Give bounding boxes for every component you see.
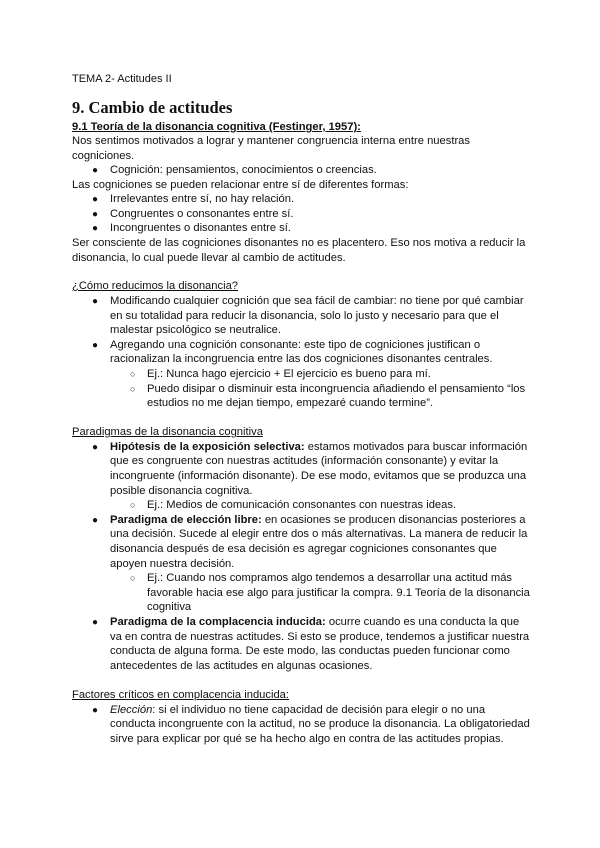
term-eleccion-libre: Paradigma de elección libre: [110, 514, 262, 526]
list-item: Irrelevantes entre sí, no hay relación. [110, 193, 295, 205]
list-item-line: conducta de alguna forma. De este modo, las conductas pueden funcionar como [110, 645, 510, 657]
list-item-line: disonancia después de esa decisión es agregar cogniciones consonantes que [110, 543, 497, 555]
section-heading-reducir: ¿Cómo reducimos la disonancia? [72, 280, 239, 292]
list-item: Congruentes o consonantes entre sí. [110, 208, 294, 220]
list-item-line: que es congruente con nuestras actitudes (información consonante) y evitar la [110, 455, 499, 467]
sub-list-item: Ej.: Nunca hago ejercicio + El ejercicio es bueno para mí. [147, 368, 431, 380]
list-item-line: en su totalidad para reducir la disonancia, solo lo justo y necesario para que el [110, 310, 499, 322]
bullet-icon: ● [92, 515, 99, 526]
list-item-line [110, 513, 525, 528]
list-item-line: apoyen nuestra decisión. [110, 558, 235, 570]
term-eleccion: Elección [110, 704, 153, 716]
bullet-icon: ● [92, 223, 99, 234]
sub-list-item-line: Puedo disipar o disminuir esta incongruencia añadiendo el pensamiento “los [147, 383, 526, 395]
list-item-text: : si el individuo no tiene capacidad de decisión para elegir o no una [152, 704, 486, 716]
list-item-line: incongruente (información disonante). De ese modo, evitamos que se produzca una [110, 470, 527, 482]
bullet-icon: ● [92, 442, 99, 453]
list-item-line: racionalizan la incongruencia entre las dos cogniciones disonantes centrales. [110, 353, 493, 365]
bullet-icon: ● [92, 165, 99, 176]
list-item-text: estamos motivados para buscar información [304, 441, 528, 453]
circle-bullet-icon: ○ [130, 369, 136, 379]
list-item-line [110, 703, 485, 718]
circle-bullet-icon: ○ [130, 384, 136, 394]
sub-list-item: Ej.: Medios de comunicación consonantes con nuestras ideas. [147, 499, 457, 511]
paragraph-line: Las cogniciones se pueden relacionar entre sí de diferentes formas: [72, 179, 409, 191]
list-item-text: ocurre cuando es una conducta la que [325, 616, 520, 628]
section-heading-factores: Factores críticos en complacencia inducida: [72, 689, 290, 701]
list-item-line: sirve para explicar por qué se ha hecho algo en contra de las actitudes propias. [110, 733, 504, 745]
section-heading-teoria: 9.1 Teoría de la disonancia cognitiva (Festinger, 1957): [72, 121, 361, 133]
list-item-line: malestar psicológico se neutralice. [110, 324, 282, 336]
bullet-icon: ● [92, 617, 99, 628]
bullet-icon: ● [92, 340, 99, 351]
paragraph-line: disonancia, lo cual puede llevar al cambio de actitudes. [72, 252, 346, 264]
bullet-icon: ● [92, 209, 99, 220]
bullet-icon: ● [92, 296, 99, 307]
list-item-line: va en contra de nuestras actitudes. Si esto se produce, tendemos a justificar nuestra [110, 631, 530, 643]
list-item-line [110, 440, 527, 455]
bullet-icon: ● [92, 705, 99, 716]
list-item-line: conducta incongruente con la actitud, no se produce la disonancia. La obligatoriedad [110, 718, 530, 730]
list-item-line [110, 615, 519, 630]
list-item-line: Modificando cualquier cognición que sea fácil de cambiar: no tiene por qué cambiar [110, 295, 524, 307]
paragraph-line: Ser consciente de las cogniciones disonantes no es placentero. Eso nos motiva a reducir la [72, 237, 526, 249]
list-item-line: posible disonancia cognitiva. [110, 485, 253, 497]
term-exposicion-selectiva: Hipótesis de la exposición selectiva: [110, 441, 305, 453]
term-complacencia-inducida: Paradigma de la complacencia inducida: [110, 616, 326, 628]
list-item-line: Agregando una cognición consonante: este tipo de cogniciones justifican o [110, 339, 481, 351]
page-title: 9. Cambio de actitudes [72, 98, 233, 117]
page-header: TEMA 2- Actitudes II [72, 73, 172, 85]
list-item: Cognición: pensamientos, conocimientos o creencias. [110, 164, 377, 176]
list-item-line: antecedentes de las actitudes en algunas ocasiones. [110, 660, 373, 672]
section-heading-paradigmas: Paradigmas de la disonancia cognitiva [72, 426, 263, 438]
sub-list-item-line: estudios no me dejan tiempo, empezaré cuando termine”. [147, 397, 434, 409]
list-item-line: una decisión. Sucede al elegir entre dos o más alternativas. La manera de reducir la [110, 528, 528, 540]
paragraph-line: cogniciones. [72, 150, 135, 162]
list-item-text: en ocasiones se producen disonancias posteriores a [261, 514, 526, 526]
sub-list-item-line: Ej.: Cuando nos compramos algo tendemos a desarrollar una actitud más [147, 572, 513, 584]
bullet-icon: ● [92, 194, 99, 205]
circle-bullet-icon: ○ [130, 500, 136, 510]
sub-list-item-line: favorable hacia ese algo para justificar la compra. 9.1 Teoría de la disonancia [147, 587, 530, 599]
list-item: Incongruentes o disonantes entre sí. [110, 222, 291, 234]
sub-list-item-line: cognitiva [147, 601, 192, 613]
paragraph-line: Nos sentimos motivados a lograr y mantener congruencia interna entre nuestras [72, 135, 470, 147]
circle-bullet-icon: ○ [130, 573, 136, 583]
